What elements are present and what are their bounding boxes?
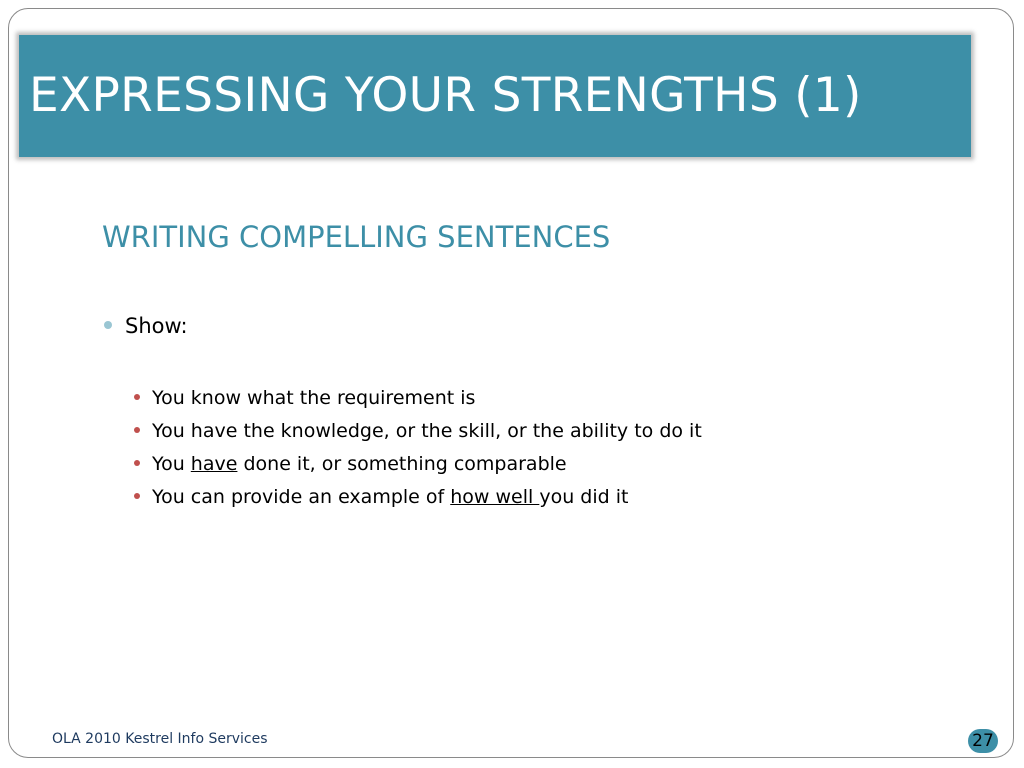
bullet-dot-icon — [104, 321, 112, 329]
underlined-text: have — [190, 453, 238, 475]
bullet-dot-icon — [134, 460, 140, 466]
title-bar — [19, 35, 971, 157]
list-item — [134, 386, 702, 419]
list-item — [134, 485, 702, 518]
list-item — [134, 452, 702, 485]
bullet-dot-icon — [134, 493, 140, 499]
bullet-item-show — [104, 314, 188, 338]
sub-bullet-list — [134, 386, 702, 518]
underlined-text: how well — [450, 486, 540, 508]
bullet-label: Show: — [125, 314, 188, 338]
list-item-text-pre: You can provide an example of — [152, 486, 451, 508]
bullet-dot-icon — [134, 394, 140, 400]
list-item-text: You have the knowledge, or the skill, or the ability to do it — [152, 420, 702, 442]
slide-title: EXPRESSING YOUR STRENGTHS (1) — [29, 68, 862, 123]
slide-subtitle: WRITING COMPELLING SENTENCES — [102, 220, 611, 254]
list-item-text: You know what the requirement is — [152, 387, 476, 409]
list-item-text-post: you did it — [539, 486, 629, 508]
list-item-text-post: done it, or something comparable — [237, 453, 567, 475]
list-item-text-pre: You — [152, 453, 191, 475]
footer-text: OLA 2010 Kestrel Info Services — [52, 731, 268, 747]
page-number-badge: 27 — [968, 729, 998, 753]
bullet-dot-icon — [134, 427, 140, 433]
list-item — [134, 419, 702, 452]
